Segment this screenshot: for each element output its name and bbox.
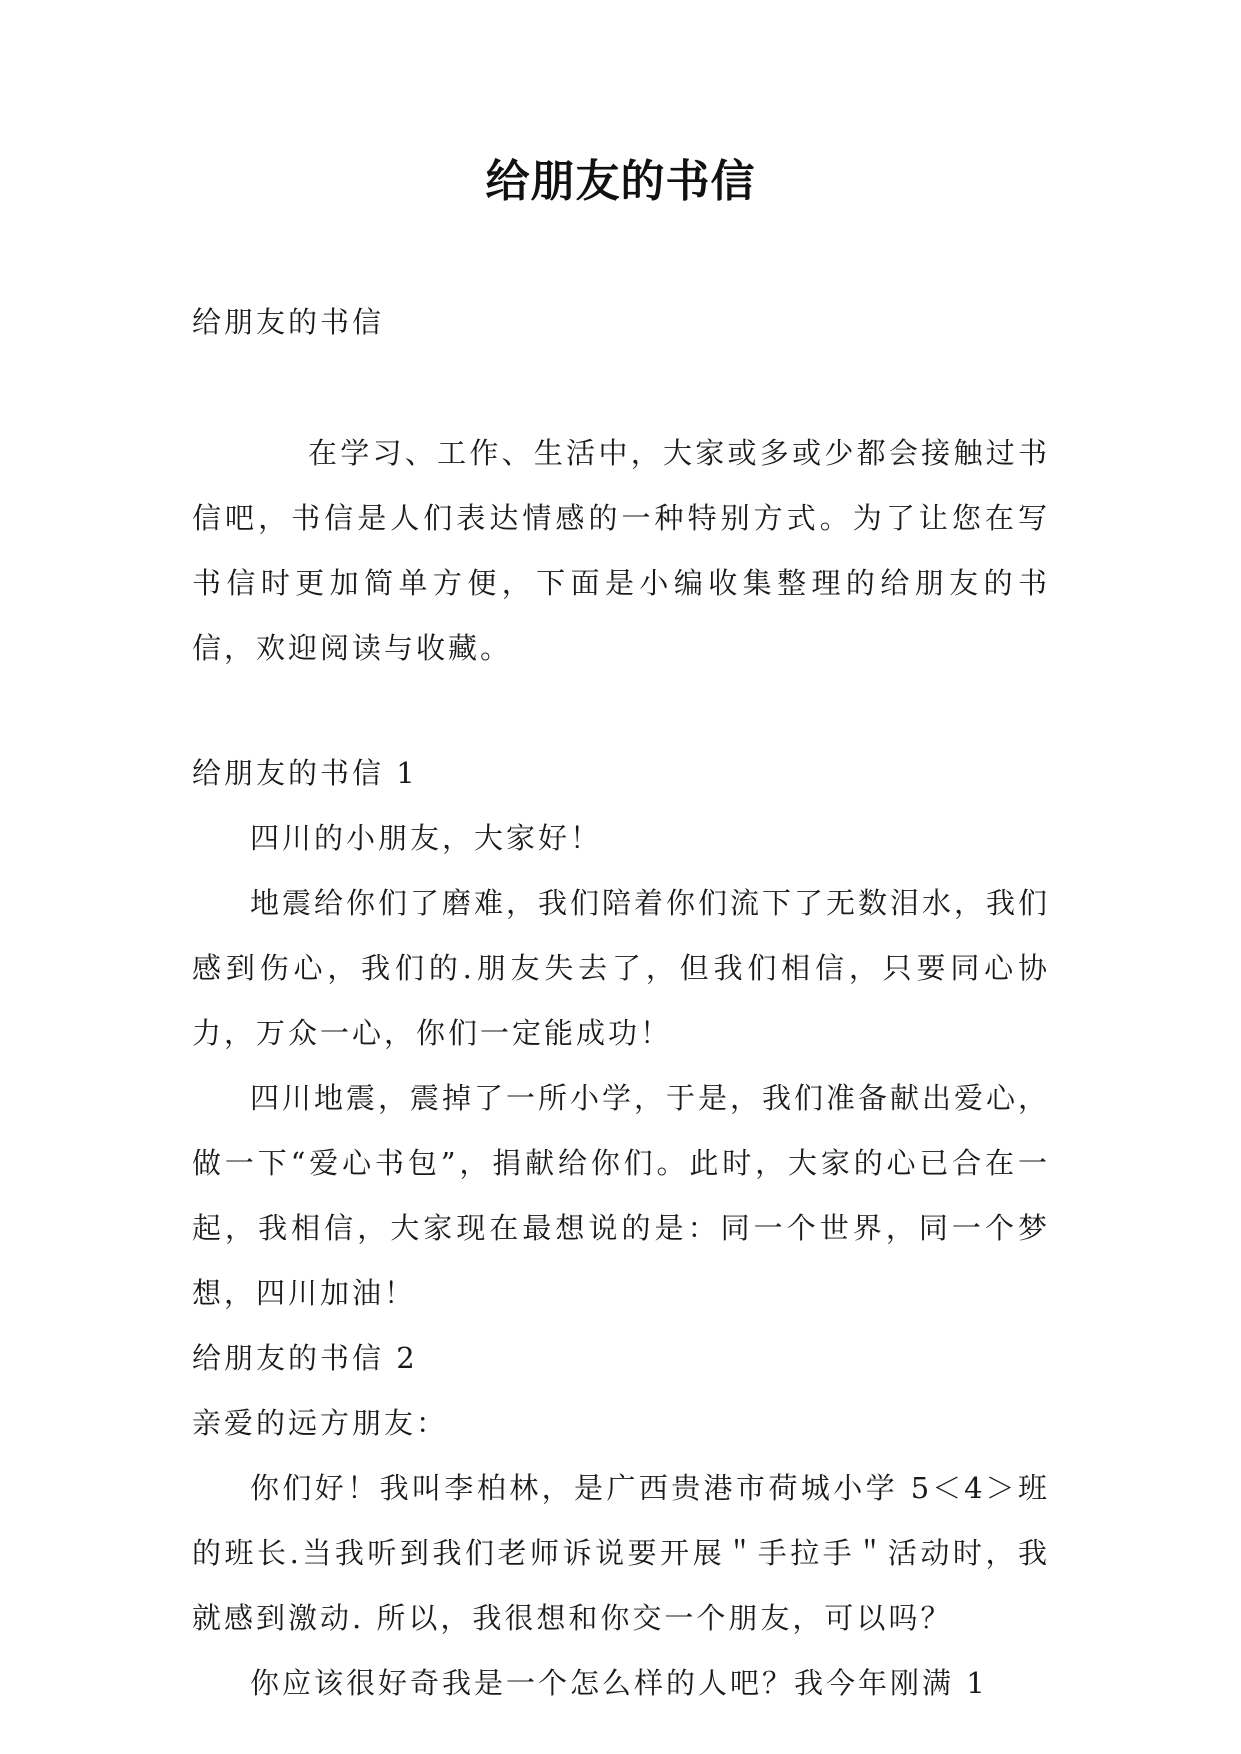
letter2-salutation: 亲爱的远方朋友： (192, 1406, 449, 1440)
document-body (192, 290, 1050, 1716)
letter2-paragraph-1: 你们好！我叫李柏林，是广西贵港市荷城小学 5＜4＞班的班长.当我听到我们老师诉说要开展＂手拉手＂活动时，我就感到激动. 所以，我很想和你交一个朋友，可以吗？ (192, 1471, 1050, 1635)
intro-paragraph: 在学习、工作、生活中，大家或多或少都会接触过书信吧，书信是人们表达情感的一种特别方式。为了让您在写书信时更加简单方便，下面是小编收集整理的给朋友的书信，欢迎阅读与收藏。 (192, 436, 1050, 665)
document-heading: 给朋友的书信 (192, 305, 385, 339)
letter1-paragraph-1: 地震给你们了磨难，我们陪着你们流下了无数泪水，我们感到伤心，我们的.朋友失去了，但我们相信，只要同心协力，万众一心，你们一定能成功！ (192, 886, 1051, 1050)
letter2-heading: 给朋友的书信 2 (192, 1341, 418, 1375)
document-title: 给朋友的书信 (485, 156, 756, 207)
letter1-paragraph-2: 四川地震，震掉了一所小学，于是，我们准备献出爱心，做一下“爱心书包”，捐献给你们。此时，大家的心已合在一起，我相信，大家现在最想说的是：同一个世界，同一个梦想，四川加油！ (192, 1081, 1051, 1310)
letter1-heading: 给朋友的书信 1 (192, 756, 418, 790)
letter2-paragraph-2: 你应该很好奇我是一个怎么样的人吧？我今年刚满 1 (250, 1666, 988, 1700)
letter1-greeting: 四川的小朋友，大家好！ (250, 821, 603, 855)
